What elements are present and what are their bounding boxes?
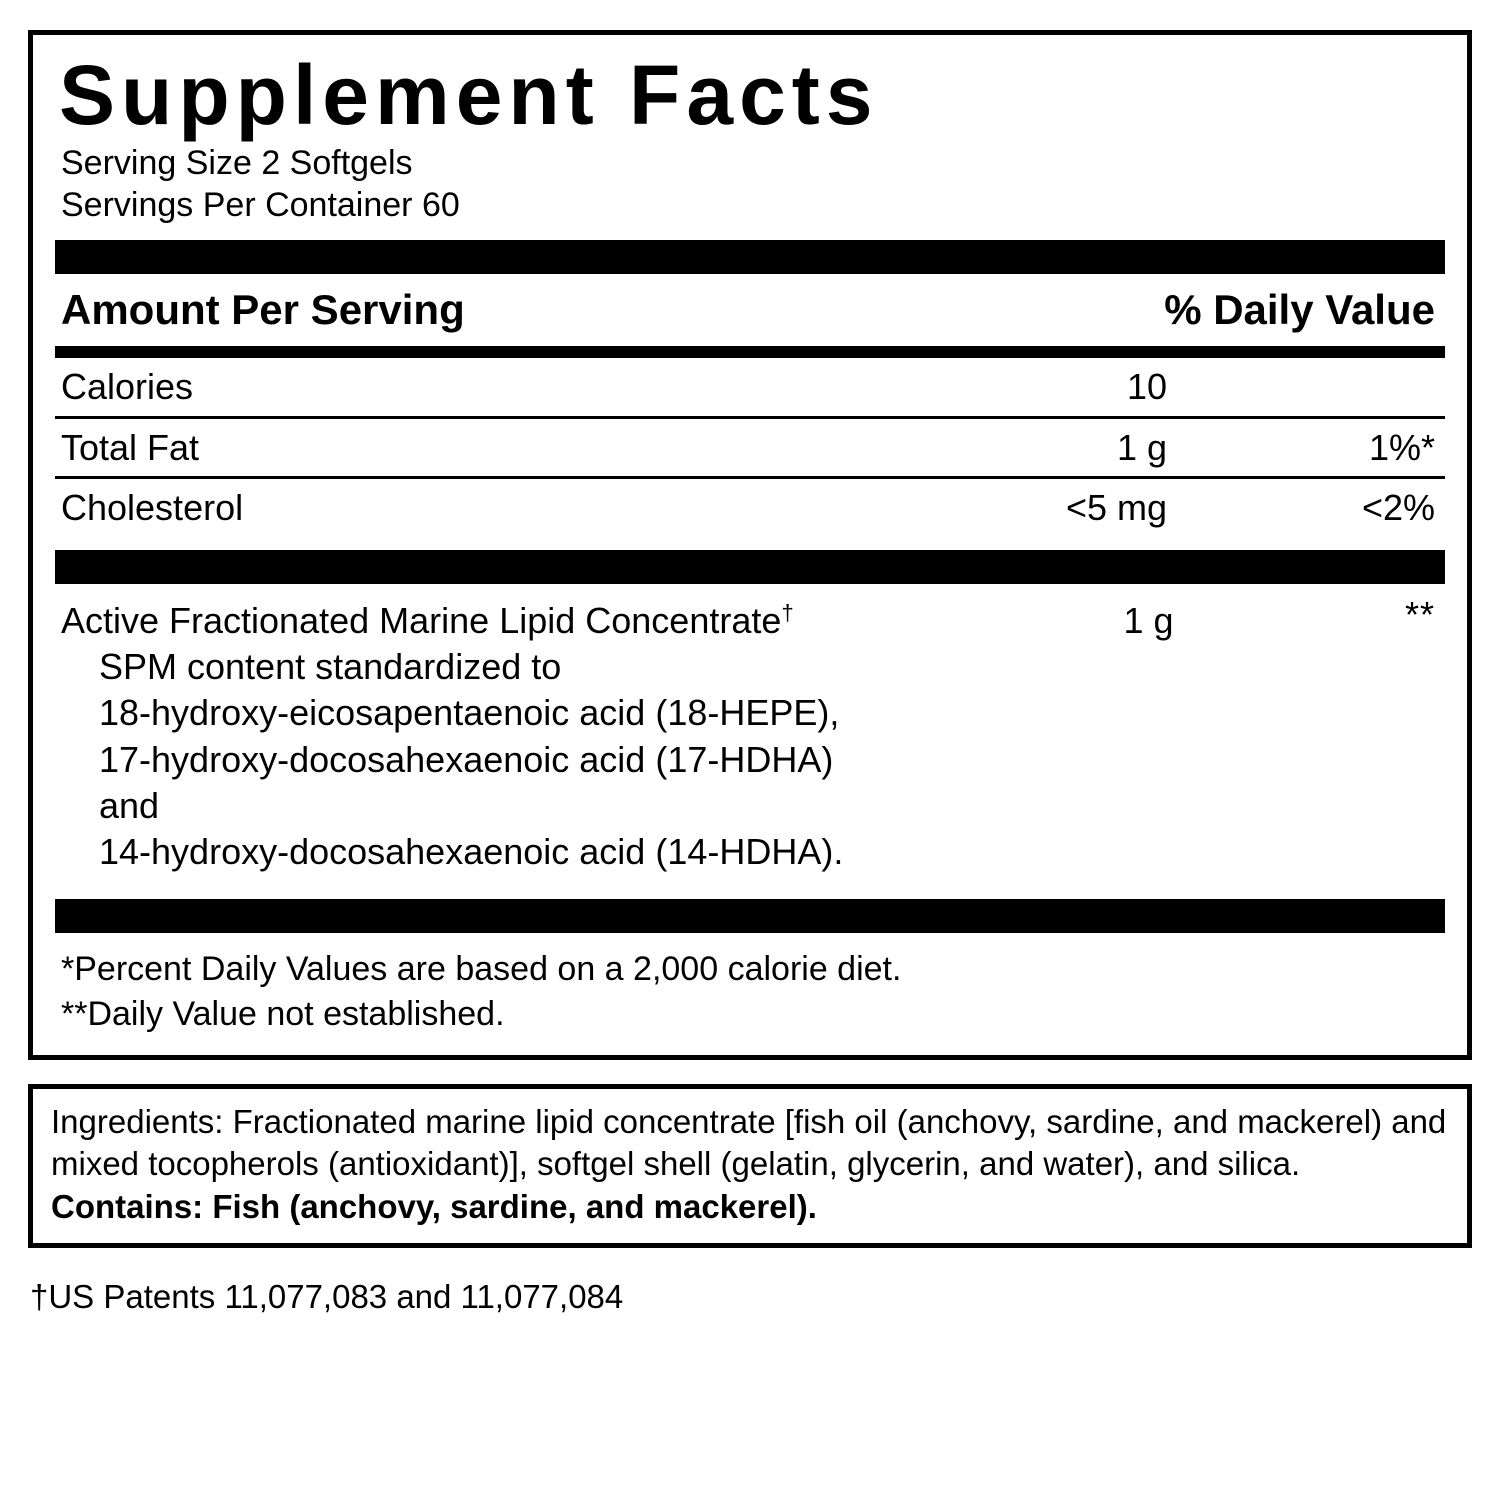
ingredients-text: Ingredients: Fractionated marine lipid concentrate [fish oil (anchovy, sardine, and mackerel) and mixed tocopherols (antioxidant)], softgel shell (gelatin, glycerin, and water), and silica.	[51, 1102, 1447, 1183]
amount-per-serving-label: Amount Per Serving	[61, 286, 465, 334]
nutrient-amount: 1 g	[1116, 426, 1167, 468]
page-title: Supplement Facts	[59, 48, 879, 142]
ingredients-box	[28, 1084, 1472, 1249]
allergen-contains-text: Contains: Fish (anchovy, sardine, and mackerel).	[51, 1188, 817, 1226]
table-row	[55, 479, 1445, 536]
footnote-daily-values: *Percent Daily Values are based on a 2,000 calorie diet.	[61, 949, 902, 988]
nutrient-amount: <5 mg	[1065, 486, 1167, 528]
patents-note: †US Patents 11,077,083 and 11,077,084	[30, 1278, 624, 1316]
active-ingredient-row	[55, 584, 1445, 884]
active-ingredient-dv: **	[1404, 594, 1435, 636]
divider-thick-bottom	[55, 899, 1445, 933]
divider-thick-middle	[55, 550, 1445, 584]
active-ingredient-sublines	[61, 644, 881, 874]
dagger-symbol: †	[781, 600, 794, 626]
active-subline: 17-hydroxy-docosahexaenoic acid (17-HDHA) and	[99, 738, 834, 826]
nutrient-name: Calories	[61, 366, 194, 408]
active-ingredient-amount: 1 g	[1123, 600, 1174, 642]
active-subline: 14-hydroxy-docosahexaenoic acid (14-HDHA).	[99, 830, 844, 872]
nutrient-dv: <2%	[1361, 486, 1435, 528]
footnotes	[55, 933, 1445, 1037]
nutrient-amount: 10	[1126, 366, 1167, 408]
divider-thick-top	[55, 240, 1445, 274]
table-row	[55, 419, 1445, 476]
daily-value-label: % Daily Value	[1164, 286, 1435, 334]
active-subline: 18-hydroxy-eicosapentaenoic acid (18-HEPE),	[99, 692, 840, 734]
nutrient-dv: 1%*	[1368, 426, 1435, 468]
servings-per-container: Servings Per Container 60	[61, 185, 460, 224]
table-row	[55, 358, 1445, 415]
divider-medium	[55, 346, 1445, 358]
footnote-dv-not-established: **Daily Value not established.	[61, 994, 505, 1033]
supplement-facts-panel	[28, 30, 1472, 1060]
active-ingredient-name: Active Fractionated Marine Lipid Concentrate	[61, 600, 782, 642]
serving-size: Serving Size 2 Softgels	[61, 144, 413, 183]
nutrient-name: Cholesterol	[61, 486, 244, 528]
table-header-row	[55, 274, 1445, 346]
nutrient-name: Total Fat	[61, 426, 200, 468]
active-subline: SPM content standardized to	[99, 646, 562, 688]
